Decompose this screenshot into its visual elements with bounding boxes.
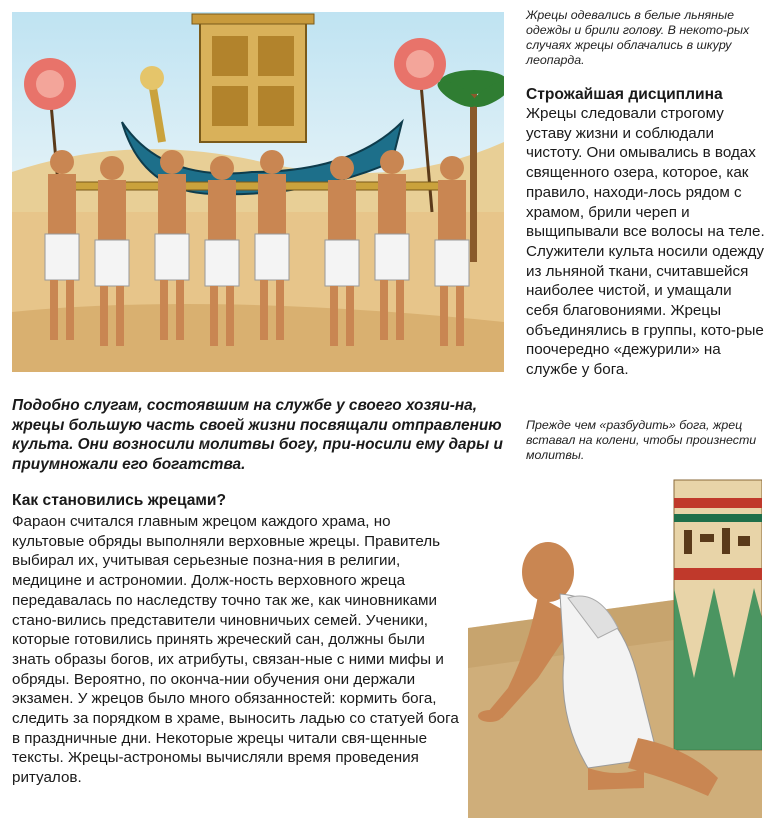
caption-priests-clothing: Жрецы одевались в белые льняные одежды и брили голову. В некото-рых случаях жрецы облачались в шкуру леопарда.	[526, 8, 750, 67]
heading-how-became-priests: Как становились жрецами?	[12, 492, 227, 509]
caption-kneeling-priest: Прежде чем «разбудить» бога, жрец вставал на колени, чтобы произнести молитвы.	[526, 418, 757, 462]
paragraph-how-became-priests: Фараон считался главным жрецом каждого храма, но культовые обряды выполняли верховные жрецы. Правитель выбирал их, учитывая серьезные позна-ния в религии, медицине и астрономии. Долж-ность верховного жреца передавалась по наследству точно так же, как чиновниками стано-вились представители чиновничьих семей. Ученики, которые готовились принять жреческий сан, должны были знать образы богов, их атрибуты, связан-ные с ними мифы и обряды. Вероятно, по оконча-нии обучения они держали экзамен. У жрецов было много обязанностей: кормить бога, следить за порядком в храме, выносить ладью со статуей бога в праздничные дни. Некоторые жрецы читали свя-щенные тексты. Жрецы-астрономы вычисляли время проведения ритуалов.	[12, 513, 459, 787]
procession-drawing	[12, 12, 504, 372]
kneeling-priest-drawing	[468, 478, 762, 818]
paragraph-strict-discipline: Жрецы следовали строгому уставу жизни и соблюдали чистоту. Они омывались в водах священного озера, которое, как правило, находи-лось рядом с храмом, брили череп и выщипывали все волосы на теле. Служители культа носили одежду из льняной ткани, считавшейся наиболее чистой, и умащали себя благовониями. Жрецы объединялись в группы, кото-рые поочередно «дежурили» на службе у бога.	[526, 105, 765, 379]
kneeling-priest-illustration	[468, 478, 762, 818]
heading-strict-discipline: Строжайшая дисциплина	[526, 86, 723, 103]
procession-illustration	[12, 12, 504, 372]
lead-paragraph: Подобно слугам, состоявшим на службе у своего хозяи-на, жрецы большую часть своей жизни посвящали отправлению культа. Они возносили молитвы богу, при-носили ему дары и приумножали его богатства.	[12, 397, 503, 473]
